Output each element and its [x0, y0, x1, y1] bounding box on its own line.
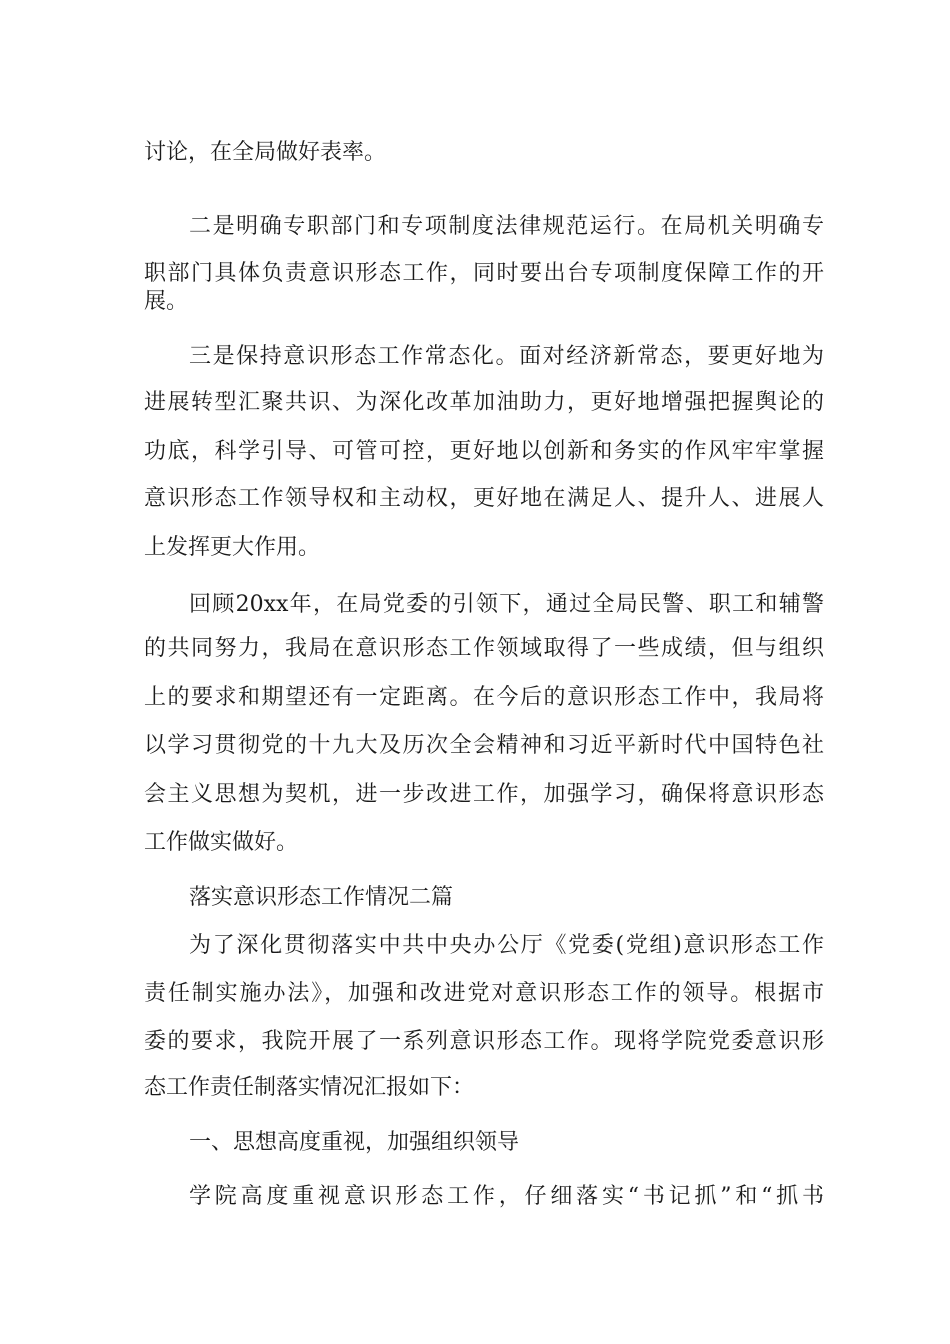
section-title: 落实意识形态工作情况二篇	[189, 885, 454, 910]
text-line: 态工作责任制落实情况汇报如下：	[144, 1075, 475, 1100]
text-line: 讨论，在全局做好表率。	[144, 140, 387, 165]
text-line: 工作做实做好。	[144, 830, 299, 855]
text-line: 意识形态工作领导权和主动权，更好地在满足人、提升人、进展人	[144, 486, 824, 511]
text-line: 功底，科学引导、可管可控，更好地以创新和务实的作风牢牢掌握	[144, 439, 824, 464]
text-line: 二是明确专职部门和专项制度法律规范运行。在局机关明确专	[189, 214, 824, 239]
text-line: 上发挥更大作用。	[144, 535, 321, 560]
text-line: 的共同努力，我局在意识形态工作领域取得了一些成绩，但与组织	[144, 636, 824, 661]
subsection-title: 一、思想高度重视，加强组织领导	[189, 1130, 520, 1155]
text-line: 三是保持意识形态工作常态化。面对经济新常态，要更好地为	[189, 344, 824, 369]
text-line: 为了深化贯彻落实中共中央办公厅《党委(党组)意识形态工作	[189, 933, 824, 958]
text-line: 会主义思想为契机，进一步改进工作，加强学习，确保将意识形态	[144, 782, 824, 807]
text-line: 回顾20xx年，在局党委的引领下，通过全局民警、职工和辅警	[189, 592, 824, 617]
text-line: 职部门具体负责意识形态工作，同时要出台专项制度保障工作的开	[144, 261, 824, 286]
text-line: 责任制实施办法》，加强和改进党对意识形态工作的领导。根据市	[144, 981, 824, 1006]
text-line: 学院高度重视意识形态工作，仔细落实“书记抓”和“抓书	[189, 1184, 824, 1209]
text-line: 进展转型汇聚共识、为深化改革加油助力，更好地增强把握舆论的	[144, 390, 824, 415]
text-line: 展。	[144, 289, 189, 314]
text-line: 以学习贯彻党的十九大及历次全会精神和习近平新时代中国特色社	[144, 733, 824, 758]
text-line: 委的要求，我院开展了一系列意识形态工作。现将学院党委意识形	[144, 1029, 824, 1054]
text-line: 上的要求和期望还有一定距离。在今后的意识形态工作中，我局将	[144, 685, 824, 710]
